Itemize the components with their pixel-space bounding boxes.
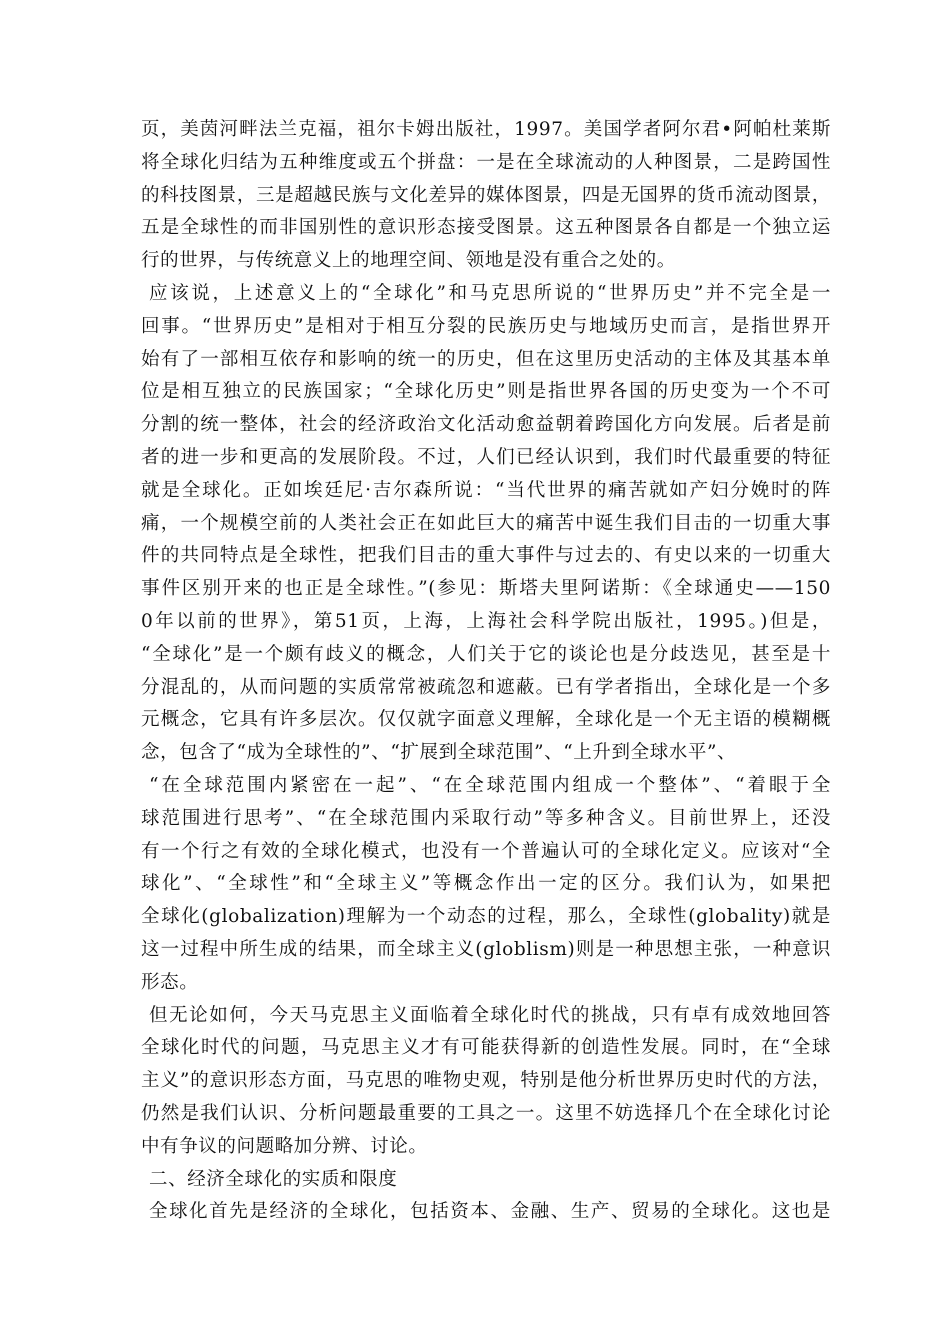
text-line: 中有争议的问题略加分辨、讨论。 bbox=[141, 1135, 428, 1157]
section-heading: 二、经济全球化的实质和限度 bbox=[149, 1168, 398, 1190]
text-line: 但无论如何，今天马克思主义面临着全球化时代的挑战，只有卓有成效地回答 bbox=[149, 1004, 831, 1026]
text-line: 件的共同特点是全球性，把我们目击的重大事件与过去的、有史以来的一切重大 bbox=[141, 545, 831, 567]
text-line: 仍然是我们认识、分析问题最重要的工具之一。这里不妨选择几个在全球化讨论 bbox=[141, 1102, 831, 1124]
text-line: 应该说，上述意义上的“全球化”和马克思所说的“世界历史”并不完全是一 bbox=[149, 282, 831, 304]
text-line: 者的进一步和更高的发展阶段。不过，人们已经认识到，我们时代最重要的特征 bbox=[141, 446, 831, 468]
text-line: 念，包含了“成为全球性的”、“扩展到全球范围”、“上升到全球水平”、 bbox=[141, 742, 737, 764]
text-line: 主义”的意识形态方面，马克思的唯物史观，特别是他分析世界历史时代的方法， bbox=[141, 1070, 831, 1092]
text-line: 形态。 bbox=[141, 971, 199, 993]
document-body bbox=[141, 114, 831, 1229]
text-line: 回事。“世界历史”是相对于相互分裂的民族历史与地域历史而言，是指世界开 bbox=[141, 315, 831, 337]
text-line: 这一过程中所生成的结果，而全球主义(globlism)则是一种思想主张，一种意识 bbox=[141, 938, 831, 960]
text-line: 0年以前的世界》，第51页，上海，上海社会科学院出版社，1995。)但是， bbox=[141, 610, 831, 632]
text-line: 将全球化归结为五种维度或五个拼盘：一是在全球流动的人种图景，二是跨国性 bbox=[141, 151, 831, 173]
text-line: 五是全球性的而非国别性的意识形态接受图景。这五种图景各自都是一个独立运 bbox=[141, 217, 831, 239]
text-line: “在全球范围内紧密在一起”、“在全球范围内组成一个整体”、“着眼于全 bbox=[149, 774, 831, 796]
text-line: 痛，一个规模空前的人类社会正在如此巨大的痛苦中诞生我们目击的一切重大事 bbox=[141, 512, 831, 534]
text-line: 球范围进行思考”、“在全球范围内采取行动”等多种含义。目前世界上，还没 bbox=[141, 807, 831, 829]
text-line: 行的世界，与传统意义上的地理空间、领地是没有重合之处的。 bbox=[141, 250, 676, 272]
text-line: 全球化首先是经济的全球化，包括资本、金融、生产、贸易的全球化。这也是 bbox=[149, 1201, 831, 1223]
text-line: 就是全球化。正如埃廷尼·吉尔森所说：“当代世界的痛苦就如产妇分娩时的阵 bbox=[141, 479, 831, 501]
text-line: 分割的统一整体，社会的经济政治文化活动愈益朝着跨国化方向发展。后者是前 bbox=[141, 414, 831, 436]
text-line: 页，美茵河畔法兰克福，祖尔卡姆出版社，1997。美国学者阿尔君•阿帕杜莱斯 bbox=[141, 119, 831, 140]
text-line: 球化”、“全球性”和“全球主义”等概念作出一定的区分。我们认为，如果把 bbox=[141, 873, 831, 895]
text-line: 元概念，它具有许多层次。仅仅就字面意义理解，全球化是一个无主语的模糊概 bbox=[141, 709, 831, 731]
text-line: 分混乱的，从而问题的实质常常被疏忽和遮蔽。已有学者指出，全球化是一个多 bbox=[141, 676, 831, 698]
text-line: 事件区别开来的也正是全球性。”(参见：斯塔夫里阿诺斯：《全球通史——150 bbox=[141, 578, 831, 600]
text-line: 位是相互独立的民族国家；“全球化历史”则是指世界各国的历史变为一个不可 bbox=[141, 381, 831, 403]
text-line: “全球化”是一个颇有歧义的概念，人们关于它的谈论也是分歧迭见，甚至是十 bbox=[141, 643, 831, 665]
text-line: 始有了一部相互依存和影响的统一的历史，但在这里历史活动的主体及其基本单 bbox=[141, 348, 831, 370]
text-line: 全球化(globalization)理解为一个动态的过程，那么，全球性(globality)就是 bbox=[141, 906, 831, 928]
text-line: 有一个行之有效的全球化模式，也没有一个普遍认可的全球化定义。应该对“全 bbox=[141, 840, 831, 862]
text-line: 全球化时代的问题，马克思主义才有可能获得新的创造性发展。同时，在“全球 bbox=[141, 1037, 831, 1059]
text-line: 的科技图景，三是超越民族与文化差异的媒体图景，四是无国界的货币流动图景， bbox=[141, 184, 831, 206]
